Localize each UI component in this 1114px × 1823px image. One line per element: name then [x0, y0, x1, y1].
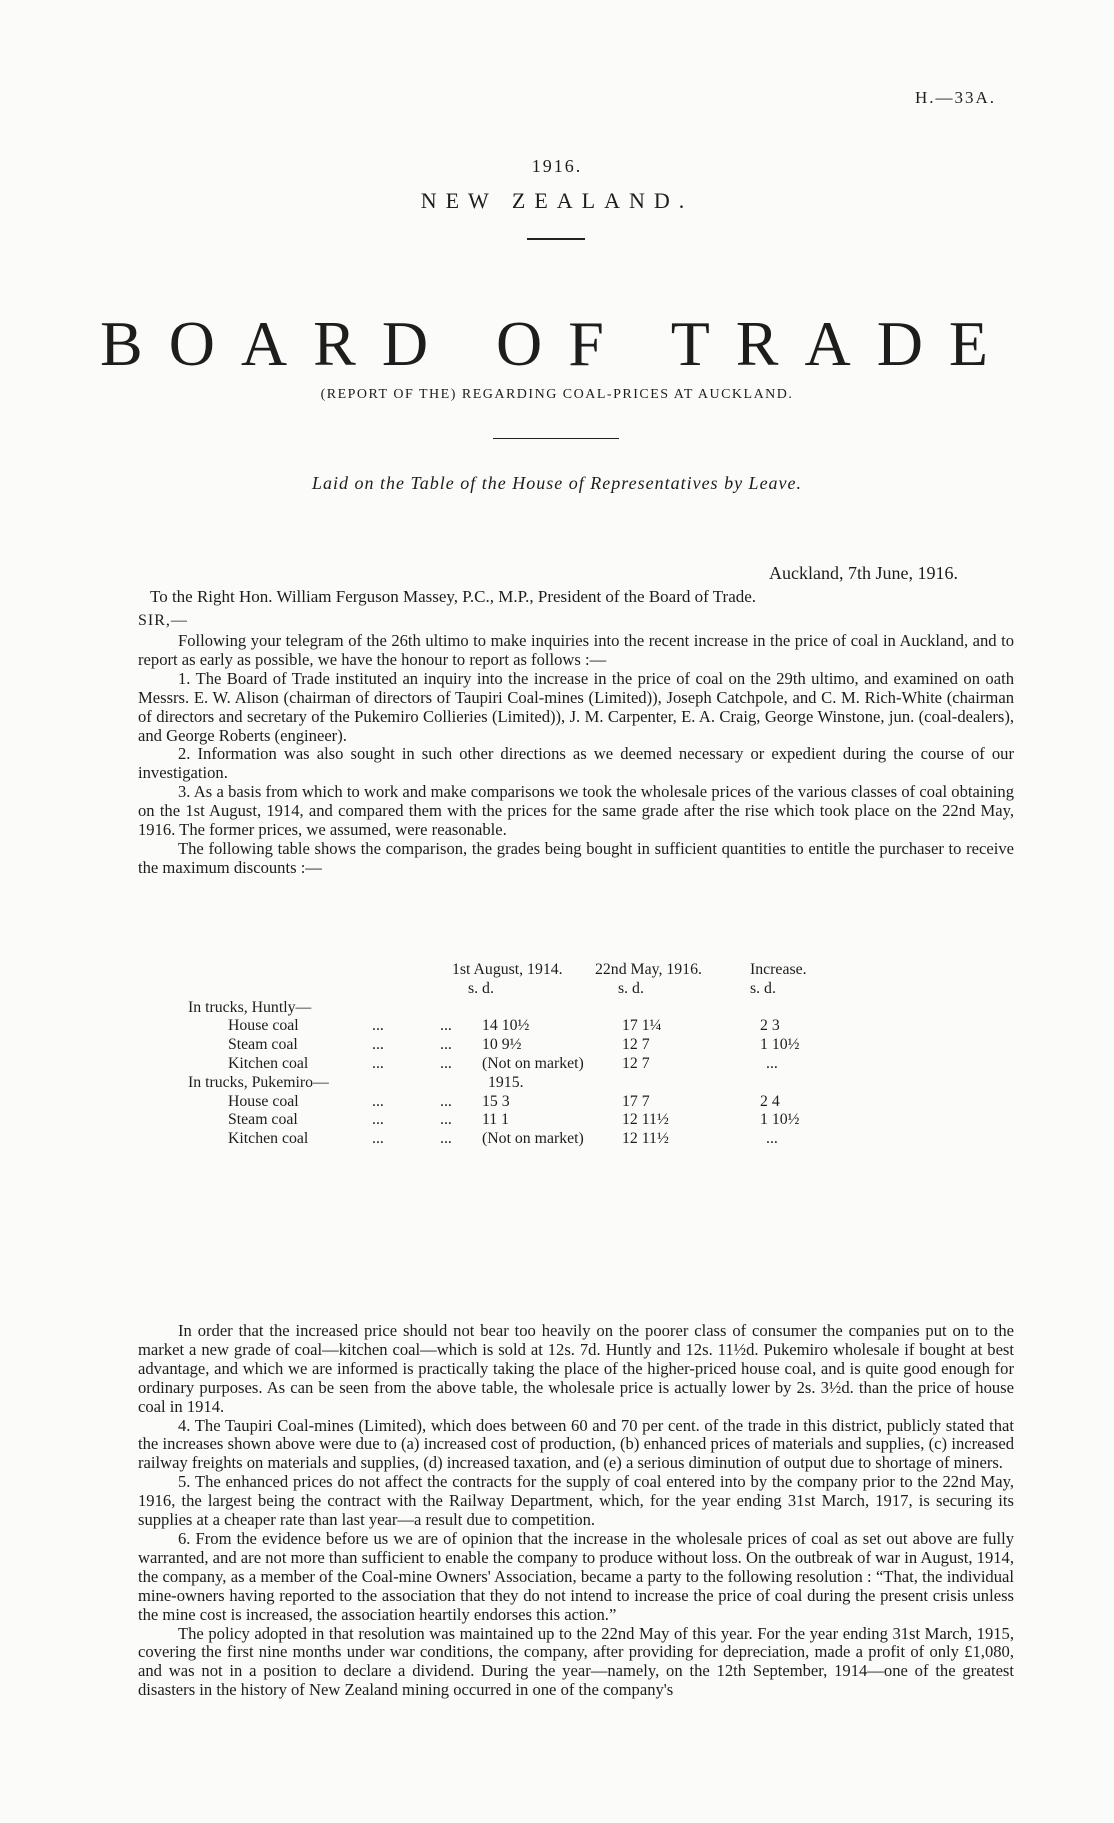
table-row [138, 1055, 1014, 1074]
table-row [138, 1017, 1014, 1036]
row-label: House coal [228, 1017, 299, 1035]
value-increase: 2 3 [760, 1017, 780, 1035]
row-label: Kitchen coal [228, 1054, 309, 1072]
paragraph: Following your telegram of the 26th ultimo to make inquiries into the recent increase in the price of coal in Auckland, and to report as early as possible, we have the honour to report as follows :— [138, 631, 1014, 669]
value-1914: (Not on market) [482, 1054, 584, 1072]
leader-dots: ... [440, 1111, 452, 1129]
value-1914: 11 1 [482, 1111, 510, 1129]
leader-dots: ... [372, 1036, 384, 1054]
value-increase: 1 10½ [760, 1036, 800, 1054]
value-1916: 12 11½ [622, 1130, 669, 1148]
leader-dots: ... [440, 1017, 452, 1035]
value-1916: 17 1¼ [622, 1017, 662, 1035]
letter-addressee: To the Right Hon. William Ferguson Massey, P.C., M.P., President of the Board of Trade. [150, 587, 757, 606]
value-1914: (Not on market) [482, 1130, 584, 1148]
leader-dots: ... [440, 1036, 452, 1054]
value-1916: 12 7 [622, 1054, 650, 1072]
row-label: Kitchen coal [228, 1130, 309, 1148]
paragraph: 4. The Taupiri Coal-mines (Limited), which does between 60 and 70 per cent. of the trade in this district, publicly stated that the increases shown above were due to (a) increased cost of production, (b) enhanced prices of materials and supplies, (c) increased railway freights on materials and supplies, (d) increased taxation, and (e) a serious diminution of output due to shortage of miners. [138, 1415, 1014, 1473]
leader-dots: ... [440, 1092, 452, 1110]
column-header-1914: 1st August, 1914. [452, 961, 563, 978]
paragraph: 2. Information was also sought in such other directions as we deemed necessary or expedient during the course of our investigation. [138, 744, 1014, 783]
country-heading: NEW ZEALAND. [420, 188, 694, 213]
value-1914: 14 10½ [482, 1017, 530, 1035]
row-label: In trucks, Huntly— [188, 998, 312, 1016]
leader-dots: ... [372, 1130, 384, 1148]
divider [527, 238, 585, 240]
paragraph: The policy adopted in that resolution was maintained up to the 22nd May of this year. For the year ending 31st March, 1915, covering the first nine months under war conditions, the company, after providing for depreciation, made a profit of only £1,080, and was not in a position to declare a dividend. During the year—namely, on the 12th September, 1914—one of the greatest disasters in the history of New Zealand mining occurred in one of the company's [138, 1623, 1014, 1700]
leader-dots: ... [372, 1017, 384, 1035]
units-increase: s. d. [750, 979, 776, 997]
table-units-row [138, 980, 1014, 999]
laid-on-table-note: Laid on the Table of the House of Representatives by Leave. [311, 473, 803, 493]
page-subtitle: (REPORT OF THE) REGARDING COAL-PRICES AT AUCKLAND. [320, 387, 794, 402]
leader-dots: ... [372, 1111, 384, 1129]
price-comparison-table [138, 961, 1014, 1149]
value-increase: ... [766, 1130, 778, 1148]
value-1916: 12 7 [622, 1036, 650, 1054]
leader-dots: ... [372, 1054, 384, 1072]
paragraph: 1. The Board of Trade instituted an inquiry into the increase in the price of coal on the 29th ultimo, and examined on oath Messrs. E. W. Alison (chairman of directors of Taupiri Coal-mines (Limited)), Joseph Catchpole, and C. M. Rich-White (chairman of directors and secretary of the Pukemiro Collieries (Limited)), J. M. Carpenter, E. A. Craig, George Winstone, jun. (coal-dealers), and George Roberts (engineer). [138, 668, 1014, 745]
table-row [138, 1036, 1014, 1055]
divider [493, 438, 619, 439]
year-heading: 1916. [531, 156, 583, 176]
units-1914: s. d. [468, 979, 494, 997]
page-title: BOARD OF TRADE [100, 308, 1014, 379]
leader-dots: ... [440, 1130, 452, 1148]
row-label: In trucks, Pukemiro— [188, 1073, 329, 1091]
value-1916: 12 11½ [622, 1111, 669, 1129]
document-reference: H.—33A. [914, 88, 996, 107]
value-increase: ... [766, 1054, 778, 1072]
paragraph: 3. As a basis from which to work and make comparisons we took the wholesale prices of the various classes of coal obtaining on the 1st August, 1914, and compared them with the prices for the same grade after the rise which took place on the 22nd May, 1916. The former prices, we assumed, were reasonable. [138, 782, 1014, 840]
row-label: House coal [228, 1092, 299, 1110]
table-row [138, 1130, 1014, 1149]
column-header-1916: 22nd May, 1916. [595, 961, 702, 978]
paragraph: 6. From the evidence before us we are of opinion that the increase in the wholesale prices of coal as set out above are fully warranted, and are not more than sufficient to enable the company to produce without loss. On the outbreak of war in August, 1914, the company, as a member of the Coal-mine Owners' Association, became a party to the following resolution : “That, the individual mine-owners having reported to the association that they do not intend to increase the price of coal during the present crisis unless the mine cost is increased, the association heartily endorses this action.” [138, 1528, 1014, 1624]
paragraph: In order that the increased price should not bear too heavily on the poorer class of consumer the companies put on to the market a new grade of coal—kitchen coal—which is sold at 12s. 7d. Huntly and 12s. 11½d. Pukemiro wholesale if bought at best advantage, and which we are informed is practically taking the place of the higher-priced house coal, and is quite good enough for ordinary purposes. As can be seen from the above table, the wholesale price is actually lower by 2s. 3½d. than the price of house coal in 1914. [138, 1321, 1014, 1416]
letter-dateline: Auckland, 7th June, 1916. [769, 563, 958, 583]
value-1916: 17 7 [622, 1092, 650, 1110]
report-body-continued [138, 1322, 1014, 1700]
value-1914: 1915. [488, 1073, 524, 1091]
table-row [138, 1111, 1014, 1130]
report-body-intro [138, 632, 1014, 878]
paragraph: The following table shows the comparison, the grades being bought in sufficient quantities to entitle the purchaser to receive the maximum discounts :— [138, 838, 1014, 877]
table-header-row [138, 961, 1014, 980]
value-increase: 1 10½ [760, 1111, 800, 1129]
value-1914: 10 9½ [482, 1036, 522, 1054]
column-header-increase: Increase. [750, 961, 807, 978]
value-1914: 15 3 [482, 1092, 510, 1110]
table-row [138, 1074, 1014, 1093]
table-row [138, 1093, 1014, 1112]
row-label: Steam coal [228, 1036, 298, 1054]
letter-salutation: SIR,— [138, 612, 188, 629]
table-row [138, 999, 1014, 1018]
leader-dots: ... [372, 1092, 384, 1110]
leader-dots: ... [440, 1054, 452, 1072]
row-label: Steam coal [228, 1111, 298, 1129]
units-1916: s. d. [618, 979, 644, 997]
value-increase: 2 4 [760, 1092, 780, 1110]
paragraph: 5. The enhanced prices do not affect the contracts for the supply of coal entered into by the company prior to the 22nd May, 1916, the largest being the contract with the Railway Department, which, for the year ending 31st March, 1917, is securing its supplies at a cheaper rate than last year—a result due to competition. [138, 1472, 1014, 1530]
